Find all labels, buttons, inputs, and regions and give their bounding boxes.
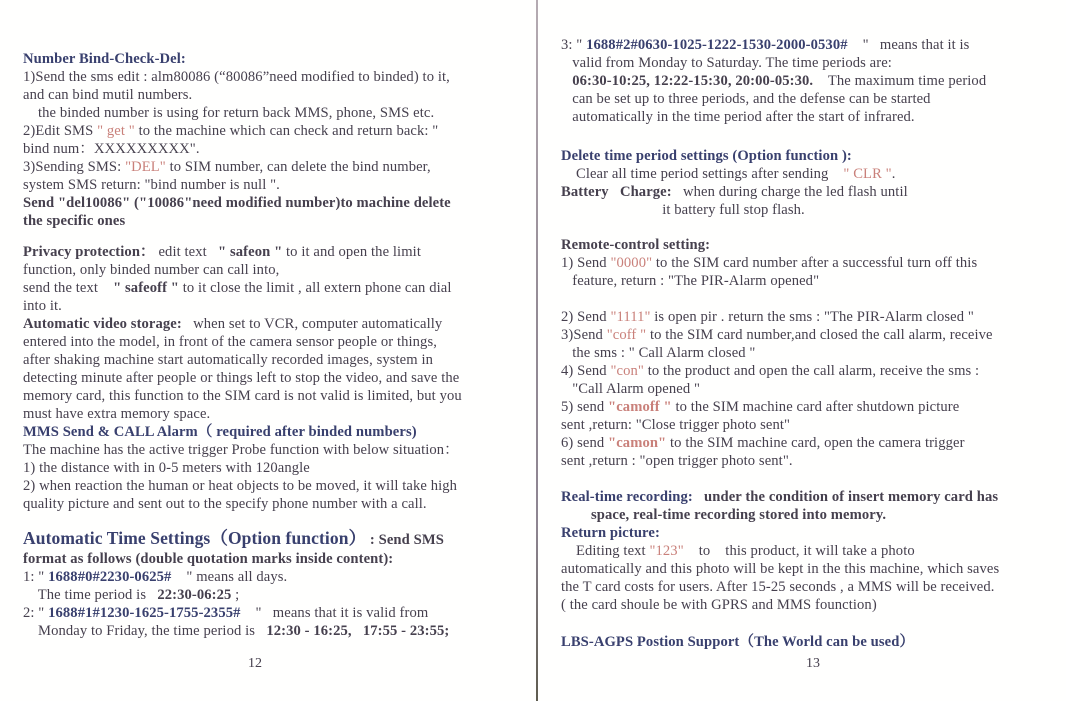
manual-page-12 — [23, 50, 523, 640]
text-segment: The machine has the active trigger Probe function with below situation： — [23, 442, 459, 458]
text-line — [23, 261, 523, 279]
text-segment: when set to VCR, computer automatically — [181, 316, 443, 332]
text-segment: " means that it is — [847, 37, 970, 53]
text-segment: ; — [231, 587, 240, 603]
text-line — [561, 272, 1061, 290]
text-segment: to this product, it will take a photo — [683, 543, 915, 559]
text-line — [23, 194, 523, 212]
text-line — [561, 147, 1061, 165]
text-line — [561, 72, 1061, 90]
text-line — [561, 201, 1061, 219]
text-segment: function, only binded number can call into, — [23, 262, 280, 278]
text-line — [23, 622, 523, 640]
text-segment: valid from Monday to Saturday. The time periods are: — [561, 55, 892, 71]
text-line — [561, 524, 1061, 542]
manual-page-13 — [561, 36, 1061, 651]
page-number-right: 13 — [806, 656, 820, 671]
text-line — [561, 434, 1061, 452]
text-segment: 22:30-06:25 — [157, 587, 232, 603]
text-line — [23, 333, 523, 351]
text-segment: Return picture: — [561, 525, 660, 541]
text-line — [561, 108, 1061, 126]
text-segment: 1) Send — [561, 255, 611, 271]
text-segment: Send "del10086" ("10086"need modified number)to machine delete — [23, 195, 451, 211]
text-segment: to the machine which can check and return back: " — [134, 123, 439, 139]
text-line — [561, 416, 1061, 434]
text-segment: detecting minute after people or things left to stop the video, and save the — [23, 370, 460, 386]
page-number-left: 12 — [248, 656, 262, 671]
text-segment: when during charge the led flash until — [671, 184, 908, 200]
sms-command-text: " get " — [97, 123, 135, 139]
text-line — [23, 86, 523, 104]
text-line — [23, 369, 523, 387]
text-segment: is open pir . return the sms : "The PIR-Alarm closed " — [650, 309, 974, 325]
text-line — [23, 527, 523, 550]
text-line — [23, 176, 523, 194]
text-segment: system SMS return: "bind number is null ". — [23, 177, 280, 193]
text-line — [561, 236, 1061, 254]
text-segment: into it. — [23, 298, 62, 314]
text-line — [561, 165, 1061, 183]
text-segment: 5) send — [561, 399, 609, 415]
text-segment: 1) the distance with in 0-5 meters with 120angle — [23, 460, 310, 476]
text-line — [561, 398, 1061, 416]
text-segment: can be set up to three periods, and the defense can be started — [561, 91, 931, 107]
text-line — [23, 423, 523, 441]
text-line — [23, 212, 523, 230]
text-segment: to the SIM card number after a successful turn off this — [652, 255, 978, 271]
text-segment: Automatic Time Settings（Option function） — [23, 528, 367, 548]
text-segment: 2)Edit SMS — [23, 123, 98, 139]
text-segment: " safeoff " — [113, 280, 179, 296]
text-segment: the T card costs for users. After 15-25 seconds , a MMS will be received. — [561, 579, 995, 595]
text-segment: MMS Send & CALL Alarm（ required after binded numbers) — [23, 424, 417, 440]
text-line — [561, 326, 1061, 344]
text-segment: : Send SMS — [366, 532, 444, 548]
text-segment: . — [891, 166, 896, 182]
text-segment: " safeon " — [218, 244, 283, 260]
text-segment: bind num：XXXXXXXXX". — [23, 141, 200, 157]
text-line — [23, 279, 523, 297]
text-line — [561, 506, 1061, 524]
text-segment: 3)Sending SMS: — [23, 159, 126, 175]
text-segment: "Call Alarm opened " — [561, 381, 701, 397]
text-line — [23, 477, 523, 495]
text-segment: Editing text — [561, 543, 650, 559]
text-line — [561, 344, 1061, 362]
text-segment: Monday to Friday, the time period is — [23, 623, 267, 639]
text-segment: to the SIM card number,and closed the call alarm, receive — [646, 327, 993, 343]
text-segment: automatically and this photo will be kept in the this machine, which saves — [561, 561, 1000, 577]
sms-command-text: "DEL" — [125, 159, 166, 175]
text-segment: the specific ones — [23, 213, 126, 229]
text-segment: Battery Charge: — [561, 184, 672, 200]
text-line — [23, 550, 523, 568]
text-segment: under the condition of insert memory card has — [692, 489, 999, 505]
sms-command-text: "coff " — [606, 327, 647, 343]
text-segment: Real-time recording: — [561, 489, 693, 505]
text-segment: 2) Send — [561, 309, 611, 325]
text-segment: to the SIM machine card, open the camera trigger — [666, 435, 965, 451]
text-line — [23, 604, 523, 622]
text-segment: 3: " — [561, 37, 587, 53]
text-line — [23, 387, 523, 405]
text-segment: edit text — [154, 244, 219, 260]
text-segment: 06:30-10:25, 12:22-15:30, 20:00-05:30. — [561, 73, 814, 89]
text-segment: to SIM number, can delete the bind number, — [165, 159, 431, 175]
text-line — [561, 362, 1061, 380]
sms-command-text: "123" — [649, 543, 684, 559]
text-segment: it battery full stop flash. — [561, 202, 805, 218]
book-spine-divider — [536, 0, 538, 701]
text-line — [23, 459, 523, 477]
sms-command-text: "con" — [610, 363, 644, 379]
text-segment: 4) Send — [561, 363, 611, 379]
text-line — [23, 68, 523, 86]
text-line — [23, 297, 523, 315]
text-line — [23, 405, 523, 423]
text-segment: 3)Send — [561, 327, 607, 343]
text-segment: " means that it is valid from — [240, 605, 429, 621]
text-line — [23, 140, 523, 158]
text-line — [23, 315, 523, 333]
text-segment: to the product and open the call alarm, receive the sms : — [643, 363, 980, 379]
text-segment: quality picture and sent out to the specify phone number with a call. — [23, 496, 427, 512]
text-line — [561, 36, 1061, 54]
text-segment: feature, return : "The PIR-Alarm opened" — [561, 273, 820, 289]
text-line — [561, 452, 1061, 470]
text-segment: 2) when reaction the human or heat objects to be moved, it will take high — [23, 478, 458, 494]
text-segment: the binded number is using for return back MMS, phone, SMS etc. — [23, 105, 435, 121]
text-segment: 1688#1#1230-1625-1755-2355# — [48, 605, 241, 621]
sms-command-text: "1111" — [610, 309, 651, 325]
text-line — [561, 578, 1061, 596]
text-line — [23, 495, 523, 513]
text-line — [23, 568, 523, 586]
sms-command-text: " CLR " — [843, 166, 892, 182]
text-segment: 6) send — [561, 435, 609, 451]
text-line — [561, 560, 1061, 578]
text-line — [561, 542, 1061, 560]
text-line — [23, 122, 523, 140]
text-line — [561, 380, 1061, 398]
text-line — [23, 586, 523, 604]
text-segment: 12:30 - 16:25, 17:55 - 23:55; — [266, 623, 450, 639]
text-segment: send the text — [23, 280, 114, 296]
text-line — [561, 54, 1061, 72]
text-segment: Automatic video storage: — [23, 316, 182, 332]
text-line — [23, 104, 523, 122]
text-segment: " means all days. — [171, 569, 288, 585]
text-line — [561, 633, 1061, 651]
text-segment: must have extra memory space. — [23, 406, 211, 422]
sms-command-text: "0000" — [610, 255, 653, 271]
text-line — [23, 243, 523, 261]
text-line — [561, 183, 1061, 201]
text-segment: 1688#2#0630-1025-1222-1530-2000-0530# — [586, 37, 848, 53]
text-line — [23, 441, 523, 459]
sms-command-text: "camon" — [608, 435, 667, 451]
text-line — [23, 351, 523, 369]
text-segment: Remote-control setting: — [561, 237, 711, 253]
text-line — [23, 158, 523, 176]
text-segment: 1: " — [23, 569, 49, 585]
text-segment: Privacy protection： — [23, 244, 155, 260]
text-segment: LBS-AGPS Postion Support（The World can be used） — [561, 634, 915, 650]
text-segment: 1)Send the sms edit : alm80086 (“80086”need modified to binded) to it, — [23, 69, 450, 85]
text-segment: sent ,return : "open trigger photo sent". — [561, 453, 793, 469]
text-segment: The time period is — [23, 587, 158, 603]
text-segment: Clear all time period settings after sending — [561, 166, 844, 182]
text-segment: the sms : " Call Alarm closed " — [561, 345, 756, 361]
text-segment: entered into the model, in front of the camera sensor people or things, — [23, 334, 437, 350]
text-segment: to the SIM machine card after shutdown picture — [671, 399, 960, 415]
text-line — [561, 90, 1061, 108]
text-segment: sent ,return: "Close trigger photo sent" — [561, 417, 791, 433]
text-segment: 2: " — [23, 605, 49, 621]
text-line — [561, 488, 1061, 506]
text-segment: ( the card shoule be with GPRS and MMS founction) — [561, 597, 877, 613]
text-segment: Delete time period settings (Option function ): — [561, 148, 852, 164]
text-segment: automatically in the time period after the start of infrared. — [561, 109, 915, 125]
text-segment: memory card, this function to the SIM card is not valid is limited, but you — [23, 388, 462, 404]
text-line — [561, 254, 1061, 272]
text-segment: 1688#0#2230-0625# — [48, 569, 172, 585]
text-line — [561, 596, 1061, 614]
text-segment: format as follows (double quotation marks inside content): — [23, 551, 394, 567]
text-segment: space, real-time recording stored into memory. — [561, 507, 887, 523]
text-segment: to it close the limit , all extern phone can dial — [179, 280, 452, 296]
text-segment: The maximum time period — [813, 73, 987, 89]
text-segment: Number Bind-Check-Del: — [23, 51, 186, 67]
text-segment: and can bind mutil numbers. — [23, 87, 193, 103]
text-segment: after shaking machine start automatically recorded images, system in — [23, 352, 434, 368]
text-line — [23, 50, 523, 68]
text-line — [561, 308, 1061, 326]
text-segment: to it and open the limit — [282, 244, 421, 260]
sms-command-text: "camoff " — [608, 399, 672, 415]
